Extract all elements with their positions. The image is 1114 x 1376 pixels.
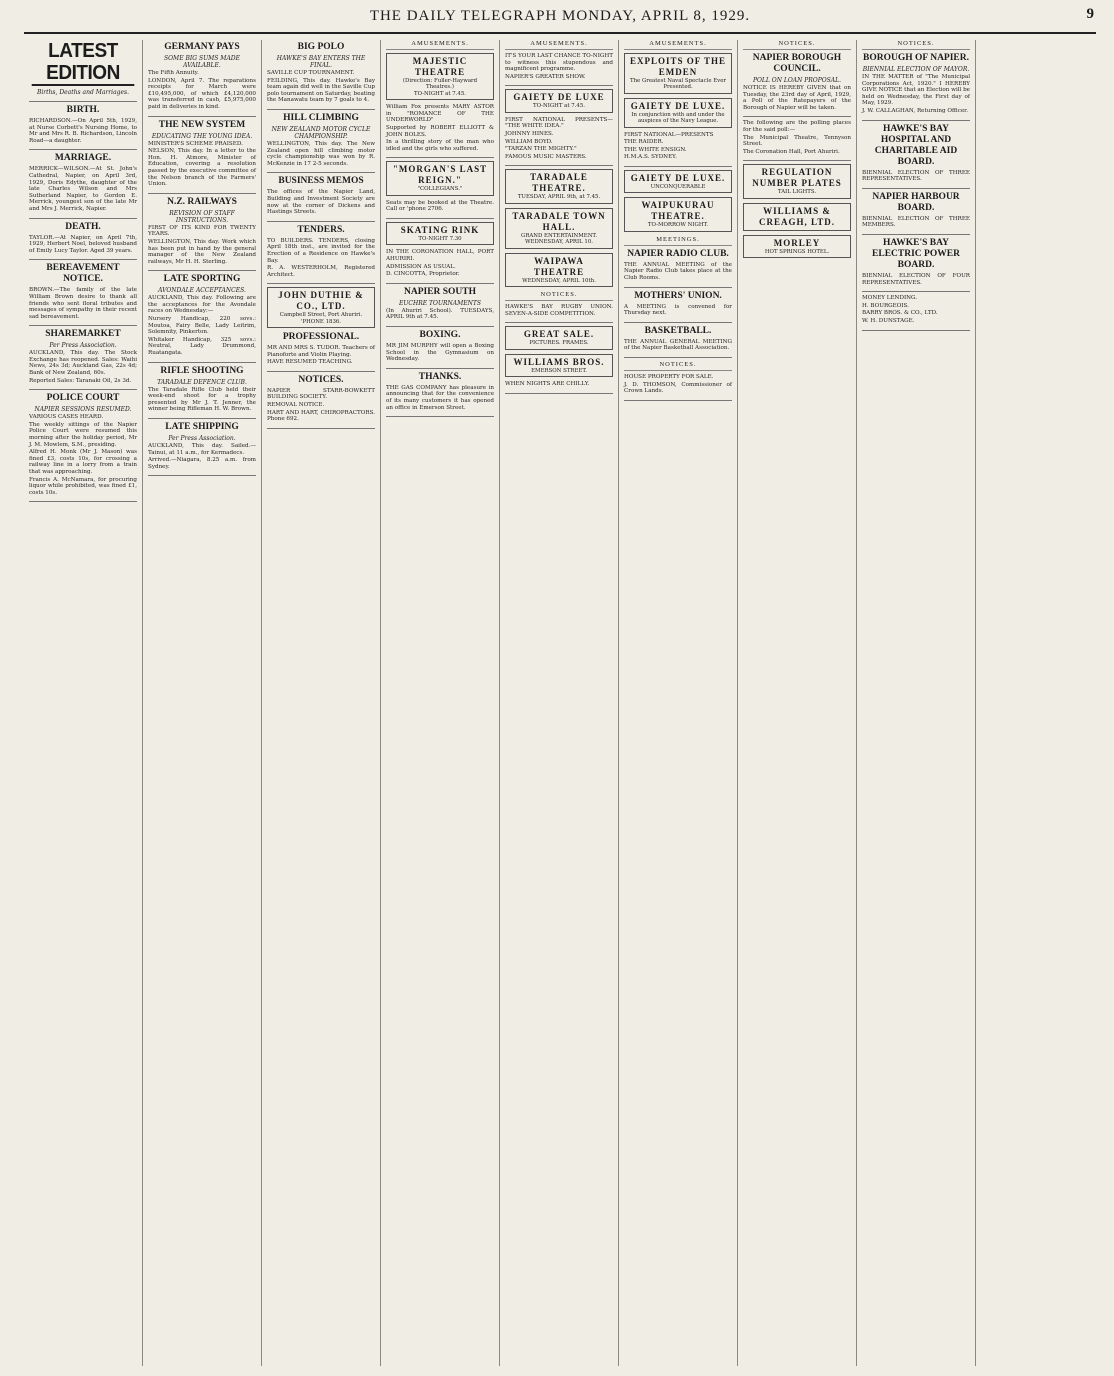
advertisement [624, 53, 732, 94]
article [624, 249, 732, 282]
article [862, 124, 970, 183]
article-paragraph: D. CINCOTTA, Proprietor. [386, 271, 460, 278]
article [386, 330, 494, 363]
article [386, 249, 494, 277]
divider [29, 259, 137, 260]
article-paragraph: H. BOURGEOIS. [862, 302, 909, 309]
article-paragraph: Nursery Handicap, 220 sovs.: Moutoa, Fairy Belle, Lady Leitrim, Solemnity, Pinkerton. [148, 316, 256, 336]
article [624, 326, 732, 352]
article-paragraph: In a thrilling story of the man who idled and the girls who suffered. [386, 139, 494, 152]
advertisement [386, 222, 494, 245]
article-headline: POLICE COURT [46, 393, 120, 404]
article [148, 120, 256, 188]
ad-line: Campbell Street, Port Ahuriri. [279, 312, 363, 319]
article-paragraph: BIENNIAL ELECTION OF FOUR REPRESENTATIVES. [862, 272, 970, 286]
ad-line: "COLLEGIANS." [417, 186, 463, 193]
article-paragraph: THE WHITE ENSIGN. [624, 146, 687, 153]
ad-line: (Direction: Fuller-Hayward Theatres.) [402, 78, 478, 91]
ad-title: SKATING RINK [400, 224, 480, 235]
section-header: NOTICES. [743, 40, 851, 50]
article-headline: NAPIER SOUTH [403, 286, 477, 297]
column-4 [381, 40, 500, 1366]
ad-line: In conjunction with and under the auspices of the Navy League. [631, 111, 725, 125]
article-paragraph: The Taradale Rifle Club held their week-end shoot for a trophy presented by Mr J. T. Jenner, the winner being Rifleman H. W. Brown. [148, 386, 256, 413]
article-paragraph: The weekly sittings of the Napier Police Court were resumed this morning after the holiday period, Mr J. M. Mowlem, S.M., presiding. [29, 421, 137, 448]
article-paragraph: Seats may be booked at the Theatre. Call or 'phone 2706. [386, 199, 494, 213]
article-paragraph: Reported Sales: Taranaki Oil, 2s 3d. [29, 377, 132, 384]
divider [148, 475, 256, 476]
divider [862, 188, 970, 189]
article-paragraph: HOUSE PROPERTY FOR SALE. [624, 373, 714, 380]
article-paragraph: REMOVAL NOTICE. [267, 402, 325, 409]
column-9 [976, 40, 1095, 1366]
article-subhead: TARADALE DEFENCE CLUB. [157, 378, 247, 386]
article-paragraph: W. H. DUNSTAGE. [862, 317, 915, 324]
article-paragraph: H.M.A.S. SYDNEY. [624, 154, 677, 161]
ad-title: GAIETY DE LUXE [513, 92, 605, 103]
divider [505, 393, 613, 394]
article-subhead: Births, Deaths and Marriages. [36, 89, 130, 96]
divider [862, 330, 970, 331]
divider [624, 287, 732, 288]
article [29, 329, 137, 384]
article-paragraph: FIRST NATIONAL—PRESENTS [624, 131, 714, 138]
divider [624, 400, 732, 401]
ad-line: The Greatest Naval Spectacle Ever Presented. [629, 78, 726, 91]
advertisement [505, 169, 613, 203]
article-paragraph: NELSON, This day. In a letter to the Hon. H. Atmore, Minister of Education, covering a resolution passed by the executive committee of the Nelson branch of the Farmers' Union. [148, 148, 256, 188]
article [862, 238, 970, 286]
article-headline: DEATH. [65, 221, 101, 232]
article-paragraph: A MEETING is convened for Thursday next. [624, 303, 732, 317]
article [148, 197, 256, 266]
article-paragraph: BIENNIAL ELECTION OF THREE REPRESENTATIVES. [862, 169, 970, 183]
article-subhead: NAPIER SESSIONS RESUMED. [34, 406, 132, 414]
article-paragraph: THE RAIDER. [624, 139, 664, 146]
article [862, 192, 970, 229]
advertisement [624, 197, 732, 231]
divider [505, 165, 613, 166]
ad-line: TUESDAY, APRIL 9th, at 7.45. [517, 194, 601, 201]
article-headline: NOTICES. [298, 374, 344, 385]
article-paragraph: TO BUILDERS. TENDERS, closing April 18th inst., are invited for the Erection of a Residence on Hawke's Bay. [267, 237, 375, 264]
article-paragraph: FIRST NATIONAL PRESENTS— "THE WHITE IDEA." [505, 116, 613, 130]
column-2 [143, 40, 262, 1366]
article [862, 53, 970, 115]
ad-line: TO-NIGHT 7.30 [418, 235, 462, 242]
article-paragraph: BIENNIAL ELECTION OF THREE MEMBERS. [862, 215, 970, 229]
advertisement [743, 203, 851, 231]
divider [505, 322, 613, 323]
article-paragraph: J. W. CALLAGHAN, Returning Officer. [862, 107, 968, 114]
divider [29, 149, 137, 150]
article-paragraph: R. A. WESTERHOLM, Registered Architect. [267, 265, 375, 278]
ad-title: MAJESTIC THEATRE [412, 56, 468, 77]
ad-line: EMERSON STREET. [531, 367, 587, 374]
column-6 [619, 40, 738, 1366]
column-7 [738, 40, 857, 1366]
article-subhead: Per Press Association. [49, 342, 117, 350]
article-headline: BIG POLO [297, 42, 345, 52]
section-header: NOTICES. [624, 361, 732, 371]
article [624, 132, 732, 161]
divider [386, 157, 494, 158]
section-header: MEETINGS. [624, 236, 732, 246]
article-paragraph: NAPIER STARR-BOWKETT BUILDING SOCIETY. [267, 387, 375, 401]
article-headline: GERMANY PAYS [164, 42, 240, 52]
divider [29, 501, 137, 502]
article [505, 53, 613, 80]
article-paragraph: FAMOUS MUSIC MASTERS. [505, 153, 587, 160]
column-8 [857, 40, 976, 1366]
article [386, 200, 494, 213]
column-3 [262, 40, 381, 1366]
ad-title: TARADALE TOWN HALL. [512, 210, 606, 232]
advertisement [743, 235, 851, 258]
article-headline: NAPIER HARBOUR BOARD. [872, 191, 960, 213]
masthead-title: THE DAILY TELEGRAPH MONDAY, APRIL 8, 1929. [369, 8, 751, 24]
page-number: 9 [1086, 6, 1094, 22]
article [505, 381, 613, 388]
divider [862, 291, 970, 292]
divider [386, 283, 494, 284]
article-paragraph: The following are the polling places for the said poll:— [743, 120, 851, 133]
article [743, 53, 851, 111]
divider [29, 325, 137, 326]
article-paragraph: William Fox presents MARY ASTOR in "ROMANCE OF THE UNDERWORLD" [386, 104, 494, 124]
article-paragraph: The Municipal Theatre, Tennyson Street. [743, 134, 851, 148]
article-headline: BASKETBALL. [644, 325, 712, 336]
article-paragraph: The offices of the Napier Land, Building and Investment Society are now at the corner of Dickens and Hastings Streets. [267, 189, 375, 216]
article-paragraph: AUCKLAND, This day. The Stock Exchange has reopened. Sales: Waihi News, 24s 3d; Auckland Gas, 22s 4d; Bank of New Zealand, 60s. [29, 350, 137, 377]
advertisement [624, 170, 732, 193]
article-paragraph: THE ANNUAL MEETING of the Napier Radio Club takes place at the Club Rooms. [624, 261, 732, 281]
article-paragraph: WELLINGTON, This day. The New Zealand open hill climbing motor cycle championship was won by R. McKenzie in 17 2-5 seconds. [267, 140, 375, 167]
article [267, 176, 375, 215]
article-paragraph: Francis A. McNamara, for procuring liquor while prohibited, was fined £1, costs 10s. [29, 476, 137, 496]
article-paragraph: SAVILLE CUP TOURNAMENT. [267, 70, 355, 76]
article-headline: LATE SPORTING [163, 274, 241, 285]
article-paragraph: BROWN.—The family of the late William Brown desire to thank all friends who sent floral tributes and messages of sympathy in their recent sad bereavement. [29, 287, 137, 320]
divider [148, 418, 256, 419]
article-headline: HAWKE'S BAY HOSPITAL AND CHARITABLE AID BOARD. [874, 123, 958, 167]
article-headline: BOXING. [419, 329, 461, 340]
article [743, 120, 851, 155]
article-paragraph: FEILDING, This day. Hawke's Bay team again did well in the Saville Cup polo tournament on Saturday, beating the Manawatu team by 7 goals to 4. [267, 77, 375, 104]
ad-title: TARADALE THEATRE. [530, 172, 588, 194]
ad-line: WEDNESDAY, APRIL 10th. [522, 277, 596, 284]
article-paragraph: Alfred H. Monk (Mr J. Mason) was fined £3, costs 10s, for crossing a railway line in a lorry from a train that was approaching. [29, 449, 137, 475]
divider [743, 160, 851, 161]
article-paragraph: The Coronation Hall, Port Ahuriri. [743, 148, 840, 155]
divider [386, 218, 494, 219]
article-paragraph: J. D. THOMSON, Commissioner of Crown Lands. [624, 381, 732, 395]
article-headline: MOTHERS' UNION. [634, 290, 722, 301]
article-paragraph: NOTICE IS HEREBY GIVEN that on Tuesday, the 23rd day of April, 1929, a Poll of the Ratepayers of the Borough of Napier will be taken. [743, 85, 851, 111]
divider [29, 101, 137, 102]
divider [148, 362, 256, 363]
section-header: AMUSEMENTS. [386, 40, 494, 50]
divider [743, 116, 851, 117]
article-paragraph: WILLIAM BOYD. [505, 138, 553, 145]
article-headline: PROFESSIONAL. [282, 332, 360, 343]
article-paragraph: ADMISSION AS USUAL. [386, 263, 456, 270]
article [148, 422, 256, 470]
advertisement [505, 354, 613, 377]
section-header: AMUSEMENTS. [624, 40, 732, 50]
section-header: NOTICES. [505, 291, 613, 301]
article-paragraph: Whitaker Handicap, 325 sovs.: Neutral, Lady Drummond, Ruatangata. [148, 336, 256, 357]
ad-title: WILLIAMS & CREAGH, LTD. [759, 205, 835, 227]
ad-line: TO-NIGHT at 7.45. [413, 90, 466, 97]
ad-line: HOT SPRINGS HOTEL. [764, 248, 830, 255]
article-paragraph: AUCKLAND, This day. Following are the acceptances for the Avondale races on Wednesday:— [148, 295, 256, 315]
latest-edition-banner: LATEST EDITION [32, 40, 135, 86]
article-paragraph: Supported by ROBERT ELLIOTT & JOHN BOLES. [386, 125, 494, 138]
newspaper-columns [24, 40, 1096, 1366]
ad-title: GAIETY DE LUXE. [630, 173, 726, 183]
article-subhead: SOME BIG SUMS MADE AVAILABLE. [164, 55, 240, 69]
article-headline: HAWKE'S BAY ELECTRIC POWER BOARD. [872, 237, 960, 270]
article-paragraph: MERRICK—WILSON.—At St. John's Cathedral, Napier, on April 3rd, 1929, Doris Edythe, daughter of the late Charles Wilson and Mrs Sutherland Napier, to Gordon E. Merrick, youngest son of the late Mr and Mrs J. Merrick, Napier. [29, 166, 137, 212]
ad-title: GREAT SALE. [523, 329, 595, 340]
ad-title: EXPLOITS OF THE EMDEN [629, 56, 727, 77]
article-paragraph: MR AND MRS S. TUDOR. Teachers of Pianoforte and Violin Playing. [267, 345, 375, 358]
ad-line: TAIL LIGHTS. [777, 189, 817, 196]
article [148, 42, 256, 111]
article [267, 225, 375, 279]
article [29, 393, 137, 496]
masthead [24, 6, 1096, 34]
divider [148, 193, 256, 194]
article-paragraph: BARRY BROS. & CO., LTD. [862, 310, 938, 317]
article [267, 42, 375, 104]
divider [148, 270, 256, 271]
article-paragraph: THE ANNUAL GENERAL MEETING of the Napier Basketball Association. [624, 338, 732, 352]
article-headline: NAPIER RADIO CLUB. [627, 248, 729, 259]
ad-title: WILLIAMS BROS. [513, 356, 605, 367]
article [624, 291, 732, 317]
article-subhead: NEW ZEALAND MOTOR CYCLE CHAMPIONSHIP. [271, 125, 371, 140]
article-paragraph: WELLINGTON, This day. Work which has been put in hand by the general manager of the New Zealand railways, Mr H. H. Sterling. [148, 238, 256, 265]
article-headline: THE NEW SYSTEM [158, 119, 246, 130]
advertisement [505, 89, 613, 112]
article-paragraph: HAVE RESUMED TEACHING. [267, 359, 353, 366]
divider [29, 389, 137, 390]
article-headline: SHAREMARKET [45, 329, 121, 340]
article [505, 117, 613, 161]
article-paragraph: HART AND HART, CHIROPRACTORS. Phone 692. [267, 409, 375, 423]
article [386, 104, 494, 152]
article-paragraph: HAWKE'S BAY RUGBY UNION. SEVEN-A-SIDE COMPETITION. [505, 303, 613, 317]
divider [862, 234, 970, 235]
article [386, 287, 494, 321]
article-subhead: EDUCATING THE YOUNG IDEA. [151, 132, 253, 140]
article-subhead: POLL ON LOAN PROPOSAL. [752, 77, 842, 84]
article-paragraph: MR JIM MURPHY will open a Boxing School in the Gymnasium on Wednesday. [386, 342, 494, 363]
ad-line: TO-MORROW NIGHT. [647, 222, 709, 229]
article [29, 105, 137, 144]
article-paragraph: MONEY LENDING. [862, 295, 918, 302]
article-headline: BUSINESS MEMOS [278, 176, 364, 187]
ad-line: WEDNESDAY, APRIL 10. [524, 239, 593, 246]
ad-title: MORLEY [773, 237, 821, 248]
article-headline: HILL CLIMBING [283, 112, 359, 123]
divider [624, 357, 732, 358]
article-paragraph: THE GAS COMPANY has pleasure in announcing that for the convenience of its many customers it has opened an office in Emerson Street. [386, 384, 494, 411]
advertisement [505, 253, 613, 287]
ad-title: WAIPAWA THEATRE [533, 255, 585, 277]
article [267, 375, 375, 423]
article [862, 295, 970, 324]
ad-line: GRAND ENTERTAINMENT. [521, 232, 597, 239]
article-subhead: AVONDALE ACCEPTANCES. [158, 287, 246, 295]
advertisement [505, 208, 613, 249]
article-headline: BEREAVEMENT NOTICE. [46, 263, 120, 285]
article-headline: TENDERS. [297, 224, 345, 235]
divider [267, 371, 375, 372]
article-paragraph: FIRST OF ITS KIND FOR TWENTY YEARS. [148, 224, 256, 238]
article [148, 274, 256, 356]
article-headline: LATE SHIPPING [165, 422, 239, 432]
divider [624, 166, 732, 167]
article-subhead: Per Press Association. [168, 435, 236, 442]
article-paragraph: IN THE MATTER of "The Municipal Corporations Act, 1920." I HEREBY GIVE NOTICE that an Election will be held on Wednesday, the First day of May, 1929. [862, 74, 970, 107]
article-headline: BOROUGH OF NAPIER. [863, 53, 969, 63]
advertisement [505, 326, 613, 349]
article-headline: N.Z. RAILWAYS [167, 196, 237, 207]
divider [148, 116, 256, 117]
article-headline: BIRTH. [66, 105, 100, 115]
advertisement [267, 287, 375, 328]
divider [386, 326, 494, 327]
article [267, 332, 375, 366]
article [624, 374, 732, 395]
article [148, 366, 256, 413]
ad-title: GAIETY DE LUXE. [630, 100, 726, 111]
article-subhead: REVISION OF STAFF INSTRUCTIONS. [169, 209, 235, 224]
ad-line: PICTURES. FRAMES. [529, 340, 589, 347]
article-headline: THANKS. [418, 371, 462, 382]
article-paragraph: Arrived.—Niagara, 8.25 a.m. from Sydney. [148, 457, 256, 470]
divider [624, 322, 732, 323]
ad-title: WAIPUKURAU THEATRE. [641, 200, 715, 222]
advertisement [386, 53, 494, 100]
divider [267, 221, 375, 222]
ad-title: REGULATION NUMBER PLATES [752, 167, 842, 189]
divider [862, 120, 970, 121]
article-paragraph: AUCKLAND, This day. Sailed.—Tainui, at 11 a.m., for Kermadecs. [148, 443, 256, 456]
divider [29, 218, 137, 219]
article [267, 113, 375, 167]
article [386, 372, 494, 411]
advertisement [743, 164, 851, 198]
article-headline: NAPIER BOROUGH COUNCIL. [752, 53, 842, 74]
divider [386, 368, 494, 369]
ad-line: UNCONQUERABLE [650, 184, 706, 190]
article-paragraph: (In Ahuriri School). TUESDAYS, APRIL 9th at 7.45. [386, 307, 494, 321]
article-subhead: BIENNIAL ELECTION OF MAYOR. [862, 66, 970, 73]
article-paragraph: IT'S YOUR LAST CHANCE TO-NIGHT to witness this stupendous and magnificent programme. [505, 53, 613, 73]
divider [505, 85, 613, 86]
article [505, 304, 613, 317]
column-5 [500, 40, 619, 1366]
article [29, 263, 137, 320]
article-paragraph: NAPIER'S GREATER SHOW. [505, 73, 586, 80]
article-paragraph: The Fifth Annuity. [148, 70, 199, 76]
article-paragraph: TAYLOR.—At Napier, on April 7th, 1929, Herbert Noel, beloved husband of Emily Lucy Taylor. Aged 39 years. [29, 234, 137, 254]
advertisement [386, 161, 494, 195]
divider [386, 416, 494, 417]
section-header: AMUSEMENTS. [505, 40, 613, 50]
advertisement [624, 98, 732, 128]
article-paragraph: VARIOUS CASES HEARD. [29, 414, 104, 421]
article-paragraph: WHEN NIGHTS ARE CHILLY. [505, 380, 590, 387]
article-headline: MARRIAGE. [54, 153, 112, 164]
article-paragraph: LONDON, April 7. The reparations receipts for March were £10,495,000, of which £4,120,000 was transferred in cash, £5,975,000 paid in deliveries in kind. [148, 77, 256, 110]
article-paragraph: MINISTER'S SCHEME PRAISED. [148, 140, 243, 147]
divider [267, 109, 375, 110]
divider [267, 283, 375, 284]
article [29, 153, 137, 212]
article-paragraph: RICHARDSON.—On April 5th, 1929, at Nurse Corbett's Nursing Home, to Mr and Mrs R. B. Richardson, Lincoln Road—a daughter. [29, 118, 137, 144]
divider [267, 428, 375, 429]
article-subhead: HAWKE'S BAY ENTERS THE FINAL. [276, 55, 366, 69]
article-subhead: EUCHRE TOURNAMENTS [398, 299, 482, 307]
ad-line: 'PHONE 1836. [300, 318, 342, 325]
article-paragraph: "TARZAN THE MIGHTY." [505, 146, 577, 153]
article-paragraph: IN THE CORONATION HALL, PORT AHURIRI. [386, 249, 494, 262]
article [29, 89, 137, 96]
ad-title: "MORGAN'S LAST REIGN." [392, 164, 488, 186]
section-header: NOTICES. [862, 40, 970, 50]
ad-line: TO-NIGHT at 7.45. [532, 103, 585, 110]
column-1 [24, 40, 143, 1366]
article-paragraph: JOHNNY HINES. [505, 130, 554, 137]
article [29, 222, 137, 255]
article-headline: RIFLE SHOOTING [160, 365, 244, 376]
ad-title: JOHN DUTHIE & CO., LTD. [278, 290, 364, 312]
divider [267, 172, 375, 173]
